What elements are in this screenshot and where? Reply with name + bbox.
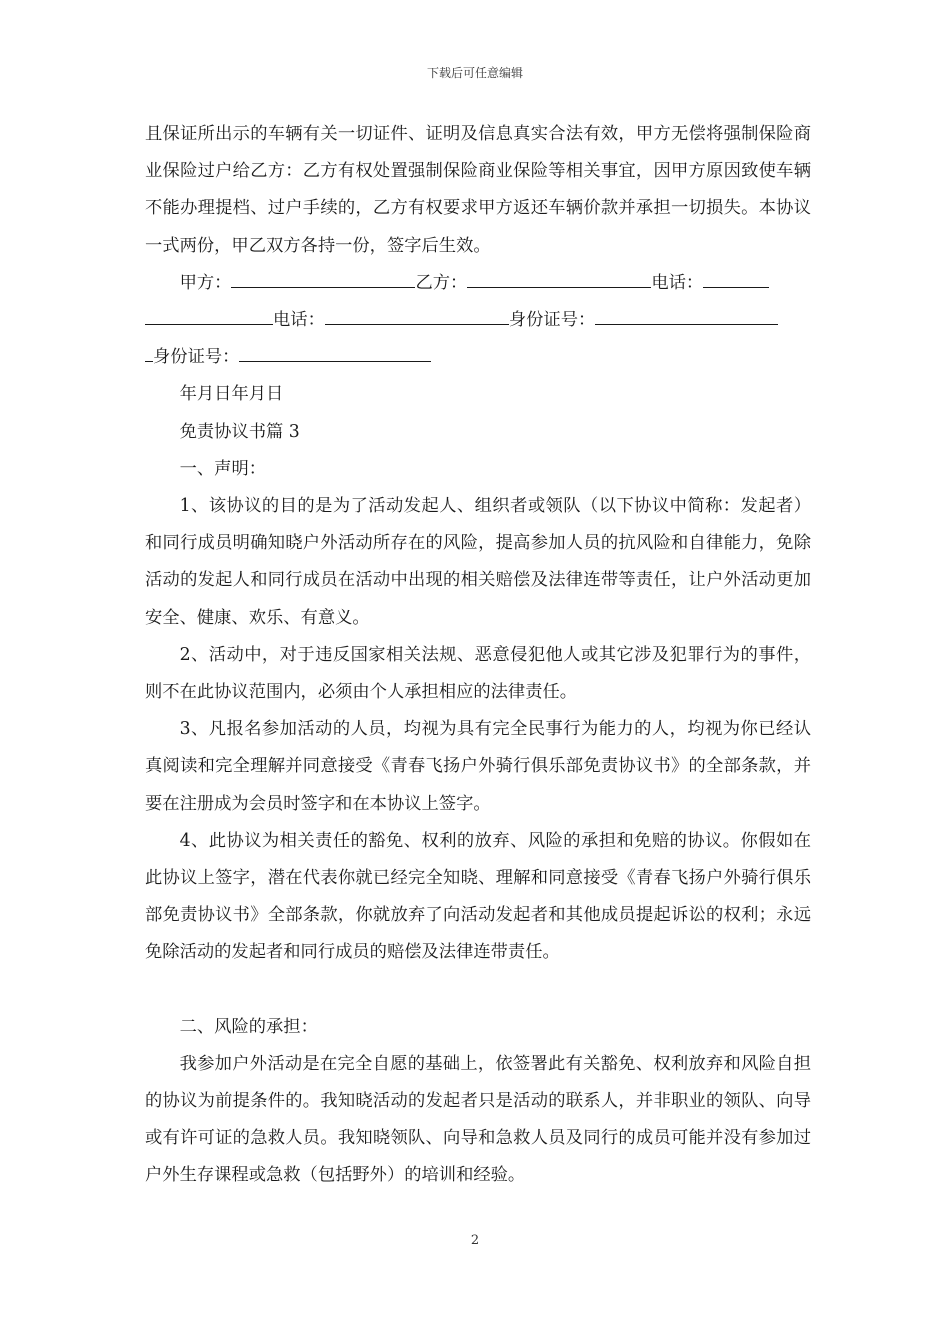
- party-a-blank[interactable]: [231, 270, 415, 287]
- page-header: 下载后可任意编辑: [426, 66, 523, 80]
- signature-line-3: [145, 339, 811, 376]
- clause-1-4: 4、此协议为相关责任的豁免、权利的放弃、风险的承担和免赔的协议。你假如在此协议上签字，潜在代表你就已经完全知晓、理解和同意接受《青春飞扬户外骑行俱乐部免责协议书》全部条款，你就放弃了向活动发起者和其他成员提起诉讼的权利；永远免除活动的发起者和同行成员的赔偿及法律连带责任。: [145, 830, 811, 963]
- phone-label-2: 电话：: [273, 310, 325, 331]
- blank-line: [145, 972, 811, 1009]
- phone-blank-1a[interactable]: [703, 270, 769, 287]
- phone-label-1: 电话：: [651, 272, 704, 293]
- id-blank-1a[interactable]: [595, 308, 778, 325]
- clause-1-3: 3、凡报名参加活动的人员，均视为具有完全民事行为能力的人，均视为你已经认真阅读和完全理解并同意接受《青春飞扬户外骑行俱乐部免责协议书》的全部条款，并要在注册成为会员时签字和在本协议上签字。: [145, 719, 811, 814]
- signature-line-1: [145, 265, 811, 302]
- id-label-1: 身份证号：: [508, 310, 596, 331]
- date-line: 年月日年月日: [179, 384, 284, 405]
- page-number: 2: [470, 1233, 480, 1248]
- section-1-heading: 一、声明：: [179, 458, 267, 479]
- party-a-label: 甲方：: [179, 272, 232, 293]
- paragraph-contract-terms: 且保证所出示的车辆有关一切证件、证明及信息真实合法有效，甲方无偿将强制保险商业保险过户给乙方：乙方有权处置强制保险商业保险等相关事宜，因甲方原因致使车辆不能办理提档、过户手续的，乙方有权要求甲方返还车辆价款并承担一切损失。本协议一式两份，甲乙双方各持一份，签字后生效。: [145, 124, 811, 256]
- id-blank-1b[interactable]: [145, 345, 153, 362]
- party-b-blank[interactable]: [467, 270, 651, 287]
- section-2-heading: 二、风险的承担：: [179, 1016, 318, 1037]
- phone-blank-2[interactable]: [325, 308, 509, 325]
- clause-1-2: 2、活动中，对于违反国家相关法规、恶意侵犯他人或其它涉及犯罪行为的事件，则不在此协议范围内，必须由个人承担相应的法律责任。: [145, 644, 811, 703]
- id-blank-2[interactable]: [239, 345, 431, 362]
- clause-2-1: 我参加户外活动是在完全自愿的基础上，依签署此有关豁免、权利放弃和风险自担的协议为前提条件的。我知晓活动的发起者只是活动的联系人，并非职业的领队、向导或有许可证的急救人员。我知晓领队、向导和急救人员及同行的成员可能并没有参加过户外生存课程或急救（包括野外）的培训和经验。: [145, 1053, 811, 1186]
- party-b-label: 乙方：: [415, 272, 468, 293]
- section-title: 免责协议书篇 3: [179, 421, 300, 442]
- signature-line-2: [145, 302, 811, 339]
- clause-1-1: 1、该协议的目的是为了活动发起人、组织者或领队（以下协议中简称：发起者）和同行成员明确知晓户外活动所存在的风险，提高参加人员的抗风险和自律能力，免除活动的发起人和同行成员在活动中出现的相关赔偿及法律连带等责任，让户外活动更加安全、健康、欢乐、有意义。: [145, 496, 811, 628]
- id-label-2: 身份证号：: [153, 347, 240, 368]
- document-body: [145, 116, 811, 1195]
- phone-blank-1b[interactable]: [145, 308, 273, 325]
